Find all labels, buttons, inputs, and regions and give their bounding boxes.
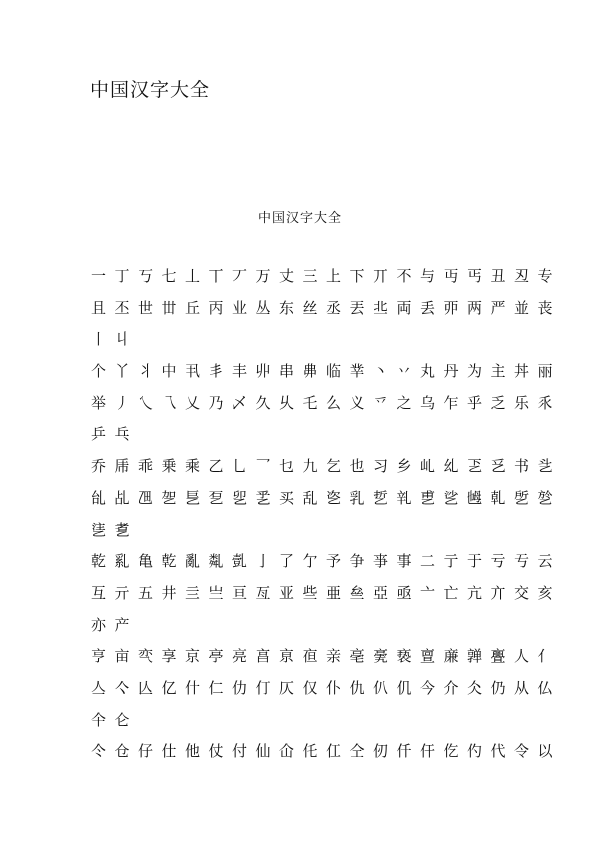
character-line — [91, 520, 561, 552]
character: 争 — [349, 552, 365, 571]
character: 乚 — [232, 457, 248, 476]
character: 亝 — [349, 583, 365, 602]
character: 亠 — [420, 583, 436, 602]
character: 亍 — [443, 552, 459, 571]
character: 丶 — [373, 362, 389, 381]
character-line — [91, 710, 561, 742]
character: 亣 — [490, 583, 506, 602]
character: 乹 — [490, 488, 506, 507]
character: 乐 — [514, 393, 530, 412]
character: 仠 — [420, 742, 436, 761]
character: 仁 — [208, 678, 224, 697]
character: 丌 — [373, 267, 389, 285]
character: 亸 — [467, 647, 483, 666]
character: 些 — [302, 583, 318, 602]
character: 亦 — [91, 615, 107, 634]
character: 于 — [467, 552, 483, 571]
character: 仐 — [91, 710, 107, 729]
character: 亶 — [420, 647, 436, 666]
character: 乗 — [161, 457, 177, 476]
character: 仞 — [373, 742, 389, 761]
character: 仃 — [255, 678, 271, 697]
character: 乮 — [232, 488, 248, 507]
character: 亙 — [255, 583, 271, 602]
character: 丨 — [91, 330, 107, 349]
character: 了 — [279, 552, 295, 571]
character: 亅 — [255, 552, 271, 571]
character: 亵 — [396, 647, 412, 666]
character: 九 — [302, 457, 318, 476]
character: 亾 — [138, 678, 154, 697]
document-title: 中国汉字大全 — [257, 211, 342, 226]
character: 乕 — [114, 457, 130, 476]
character-line — [91, 329, 561, 361]
character: 丸 — [420, 362, 436, 381]
character: 丰 — [232, 362, 248, 381]
character: 专 — [537, 267, 553, 285]
character: 丯 — [208, 362, 224, 381]
character: 仉 — [396, 678, 412, 697]
character: 亢 — [467, 583, 483, 602]
character: 亜 — [326, 583, 342, 602]
character: 乍 — [443, 393, 459, 412]
character-line — [91, 741, 561, 773]
character: 两 — [467, 298, 483, 317]
character: 亪 — [138, 647, 154, 666]
character: 乸 — [467, 488, 483, 507]
character: 七 — [161, 267, 177, 285]
character: 亷 — [443, 647, 459, 666]
character: 丧 — [537, 298, 553, 317]
character: 仗 — [208, 742, 224, 761]
character-line — [91, 488, 561, 520]
character: 亟 — [396, 583, 412, 602]
character: 丙 — [208, 298, 224, 317]
character: 丿 — [114, 393, 130, 412]
character: 三 — [302, 267, 318, 285]
character: 丑 — [490, 267, 506, 285]
character: 介 — [443, 678, 459, 697]
character: 亹 — [490, 647, 506, 666]
character: 丹 — [443, 362, 459, 381]
character: 之 — [396, 393, 412, 412]
character: 亘 — [232, 583, 248, 602]
character: 亐 — [514, 552, 530, 571]
character-listing — [91, 266, 561, 773]
character: 仟 — [396, 742, 412, 761]
character: 交 — [514, 583, 530, 602]
character: 乺 — [514, 488, 530, 507]
character: 上 — [326, 267, 342, 285]
character: 乣 — [443, 457, 459, 476]
character: 人 — [514, 647, 530, 666]
character: 从 — [514, 678, 530, 697]
character: 主 — [490, 362, 506, 381]
character: 亗 — [208, 583, 224, 602]
character: 世 — [138, 298, 154, 317]
character: 乇 — [302, 393, 318, 412]
character: 串 — [279, 362, 295, 381]
character: 乏 — [490, 393, 506, 412]
character-line — [91, 678, 561, 710]
character: 丽 — [537, 362, 553, 381]
character: 亃 — [208, 552, 224, 571]
character: 丣 — [443, 298, 459, 317]
character: 丛 — [255, 298, 271, 317]
character: 亊 — [373, 552, 389, 571]
character: 亀 — [138, 552, 154, 571]
character: 亯 — [255, 647, 271, 666]
character: 乲 — [326, 488, 342, 507]
character: 予 — [326, 552, 342, 571]
character: 仔 — [138, 742, 154, 761]
character: 乡 — [396, 457, 412, 476]
character: 丒 — [514, 267, 530, 285]
character: 亏 — [490, 552, 506, 571]
character: 乎 — [467, 393, 483, 412]
character: 仏 — [537, 678, 553, 697]
character: 仆 — [326, 678, 342, 697]
character: 且 — [91, 298, 107, 317]
character: 乂 — [185, 393, 201, 412]
character-line — [91, 266, 561, 298]
character: 仇 — [349, 678, 365, 697]
character: 亳 — [349, 647, 365, 666]
character: 亿 — [161, 678, 177, 697]
character: 严 — [490, 298, 506, 317]
character: 乻 — [537, 488, 553, 507]
character-line — [91, 424, 561, 456]
character: 乿 — [114, 552, 130, 571]
character: 个 — [91, 362, 107, 381]
character: 丮 — [185, 362, 201, 381]
character: 亖 — [185, 583, 201, 602]
character: 井 — [161, 583, 177, 602]
character: 乭 — [208, 488, 224, 507]
character: 举 — [91, 393, 107, 412]
character: 享 — [161, 647, 177, 666]
character: 买 — [279, 488, 295, 507]
character: 亡 — [443, 583, 459, 602]
character: 仡 — [443, 742, 459, 761]
character: 乘 — [185, 457, 201, 476]
character: 丳 — [302, 362, 318, 381]
character: 亞 — [373, 583, 389, 602]
character: 乳 — [349, 488, 365, 507]
character: 仢 — [467, 742, 483, 761]
character: 令 — [514, 742, 530, 761]
character: 亓 — [114, 583, 130, 602]
character: 以 — [537, 742, 553, 761]
character: 仜 — [326, 742, 342, 761]
character: 仛 — [302, 742, 318, 761]
character: 丝 — [302, 298, 318, 317]
character: 乵 — [396, 488, 412, 507]
character: 仂 — [232, 678, 248, 697]
character-line — [91, 298, 561, 330]
character: 乖 — [138, 457, 154, 476]
character: 亇 — [302, 552, 318, 571]
character-line — [91, 551, 561, 583]
character: 丠 — [373, 298, 389, 317]
character: 事 — [396, 552, 412, 571]
character: 丼 — [514, 362, 530, 381]
character: 乜 — [279, 457, 295, 476]
character: 丕 — [114, 298, 130, 317]
character: 丏 — [443, 267, 459, 285]
character: 丱 — [255, 362, 271, 381]
character: 亻 — [537, 647, 553, 666]
character: 乙 — [208, 457, 224, 476]
character: 下 — [349, 267, 365, 285]
character-line — [91, 583, 561, 615]
character: 乁 — [161, 393, 177, 412]
character: 互 — [91, 583, 107, 602]
character: 也 — [349, 457, 365, 476]
character: 久 — [255, 393, 271, 412]
character: 丞 — [326, 298, 342, 317]
character: 亥 — [537, 583, 553, 602]
character: 亁 — [161, 552, 177, 571]
character: 习 — [373, 457, 389, 476]
character: 中 — [161, 362, 177, 381]
character: 丁 — [114, 267, 130, 285]
character: 亰 — [279, 647, 295, 666]
character: 临 — [326, 362, 342, 381]
character-line — [91, 456, 561, 488]
character: 乫 — [161, 488, 177, 507]
character: 乩 — [114, 488, 130, 507]
page-header-title: 中国汉字大全 — [90, 79, 211, 101]
character: 並 — [514, 298, 530, 317]
character: 丅 — [208, 267, 224, 285]
character: 亼 — [91, 678, 107, 697]
character: 万 — [255, 267, 271, 285]
character: 乛 — [255, 457, 271, 476]
character: 乓 — [114, 425, 130, 444]
character: 丟 — [349, 298, 365, 317]
character: 仕 — [161, 742, 177, 761]
character: 丢 — [420, 298, 436, 317]
character: 仒 — [91, 742, 107, 761]
character-line — [91, 615, 561, 647]
character: 乾 — [91, 552, 107, 571]
character: 京 — [185, 647, 201, 666]
character: 乆 — [279, 393, 295, 412]
character: 乔 — [91, 457, 107, 476]
character: 东 — [279, 298, 295, 317]
character: 乬 — [185, 488, 201, 507]
character: 亩 — [114, 647, 130, 666]
character: 乒 — [91, 425, 107, 444]
character: 乢 — [420, 457, 436, 476]
character: 乪 — [138, 488, 154, 507]
character: 亲 — [326, 647, 342, 666]
character: 両 — [396, 298, 412, 317]
character: 丄 — [185, 267, 201, 285]
character: 亂 — [185, 552, 201, 571]
character: 么 — [326, 393, 342, 412]
character: 乶 — [420, 488, 436, 507]
character: 丘 — [185, 298, 201, 317]
character: 乀 — [138, 393, 154, 412]
character: 代 — [490, 742, 506, 761]
character: 亨 — [91, 647, 107, 666]
character: 乥 — [490, 457, 506, 476]
character: 书 — [514, 457, 530, 476]
character-line — [91, 361, 561, 393]
character: 丩 — [114, 330, 130, 349]
character: 丂 — [138, 267, 154, 285]
character: 丆 — [232, 267, 248, 285]
character: 亭 — [208, 647, 224, 666]
character: 亚 — [279, 583, 295, 602]
character: 乊 — [373, 393, 389, 412]
character: 仅 — [302, 678, 318, 697]
character: 仙 — [255, 742, 271, 761]
character: 五 — [138, 583, 154, 602]
character: 亽 — [114, 678, 130, 697]
character: 亴 — [373, 647, 389, 666]
character: 丈 — [279, 267, 295, 285]
character: 乃 — [208, 393, 224, 412]
character: 仍 — [490, 678, 506, 697]
character: 他 — [185, 742, 201, 761]
character: 今 — [420, 678, 436, 697]
character: 乷 — [443, 488, 459, 507]
character: 亱 — [302, 647, 318, 666]
character-line — [91, 646, 561, 678]
character: 一 — [91, 267, 107, 285]
character: 乴 — [373, 488, 389, 507]
character: 乼 — [91, 520, 107, 539]
character: 乨 — [91, 488, 107, 507]
character: 乤 — [467, 457, 483, 476]
character: 二 — [420, 552, 436, 571]
character: 亮 — [232, 647, 248, 666]
character: 仝 — [349, 742, 365, 761]
character: 乧 — [537, 457, 553, 476]
character: 丬 — [138, 362, 154, 381]
character: 产 — [114, 615, 130, 634]
character: 云 — [537, 552, 553, 571]
character-line — [91, 393, 561, 425]
character: 乄 — [232, 393, 248, 412]
character: 乽 — [114, 520, 130, 539]
character: 乯 — [255, 488, 271, 507]
character: 丗 — [161, 298, 177, 317]
character: 仄 — [279, 678, 295, 697]
character: 丫 — [114, 362, 130, 381]
character: 亄 — [232, 552, 248, 571]
character: 乱 — [302, 488, 318, 507]
character: 业 — [232, 298, 248, 317]
character: 乑 — [537, 393, 553, 412]
character: 丐 — [467, 267, 483, 285]
character: 仈 — [373, 678, 389, 697]
character: 付 — [232, 742, 248, 761]
character: 仓 — [114, 742, 130, 761]
character: 与 — [420, 267, 436, 285]
character: 丷 — [396, 362, 412, 381]
character: 为 — [467, 362, 483, 381]
character: 不 — [396, 267, 412, 285]
character: 仌 — [467, 678, 483, 697]
character: 乞 — [326, 457, 342, 476]
character: 仑 — [114, 710, 130, 729]
character: 什 — [185, 678, 201, 697]
character: 仚 — [279, 742, 295, 761]
character: 义 — [349, 393, 365, 412]
character: 丵 — [349, 362, 365, 381]
character: 乌 — [420, 393, 436, 412]
